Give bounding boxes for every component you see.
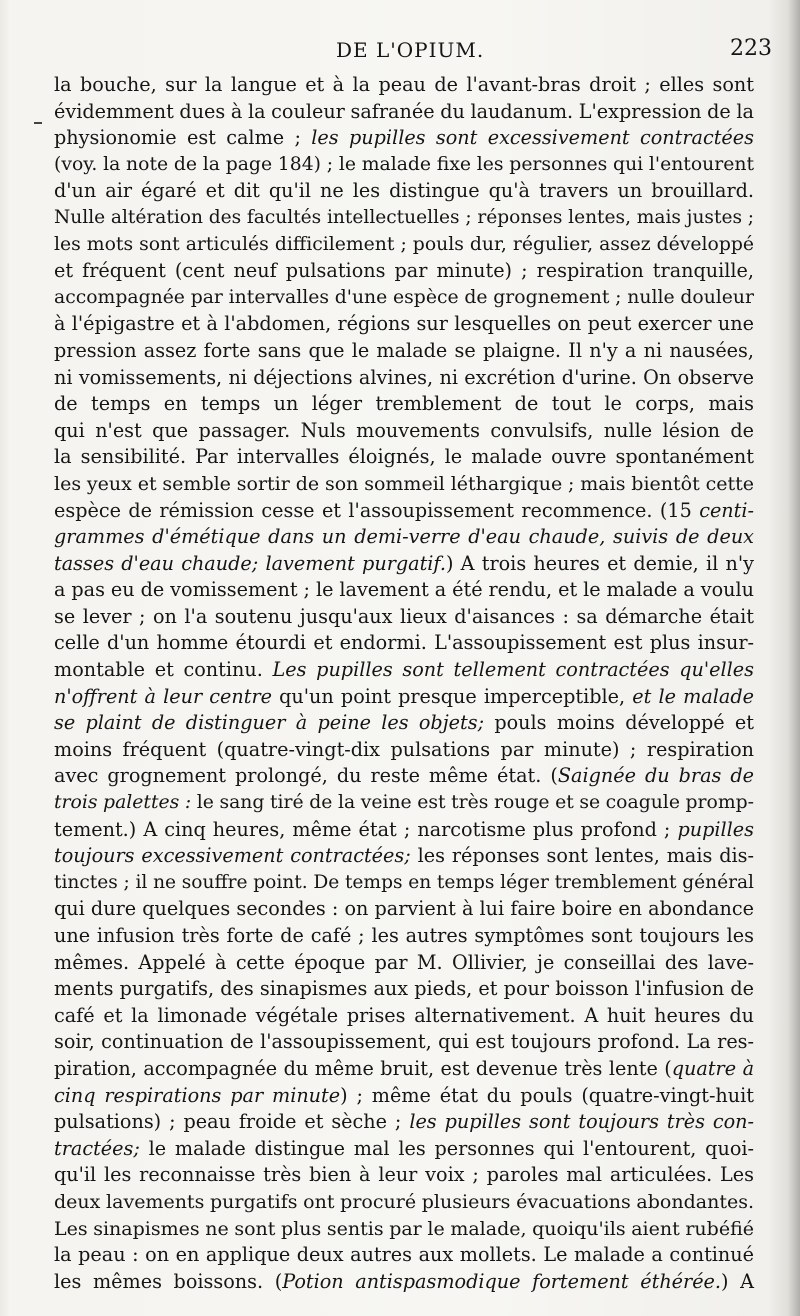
text-segment: celle d'un homme étourdi et endormi. L'assoupissement est plus insur-: [54, 631, 754, 655]
text-line: [54, 471, 754, 498]
italic-segment: centi-: [699, 498, 754, 522]
text-segment: ments purgatifs, des sinapismes aux pieds, et pour boisson l'infusion de: [54, 977, 754, 1001]
text-line: [54, 258, 754, 285]
text-segment: avec grognement prolongé, du reste même état. (: [54, 764, 558, 788]
text-line: [54, 178, 754, 205]
text-line: [54, 737, 754, 764]
text-line: [54, 763, 754, 790]
text-segment: pulsations) ; peau froide et sèche ;: [54, 1110, 410, 1134]
italic-segment: pupilles: [677, 817, 754, 841]
text-segment: qui n'est que passager. Nuls mouvements convulsifs, nulle lésion de: [54, 418, 754, 442]
italic-segment: Saignée du bras de: [557, 764, 755, 788]
text-segment: évidemment dues à la couleur safranée du laudanum. L'expression de la: [54, 99, 754, 123]
text-segment: ) A: [721, 1269, 754, 1293]
text-segment: tinctes ; il ne souffre point. De temps en temps léger tremblement général: [54, 871, 754, 893]
text-segment: qu'il les reconnaisse très bien à leur voix ; paroles mal articulées. Les: [54, 1163, 754, 1187]
text-line: [54, 1162, 754, 1189]
italic-segment: toujours excessivement contractées;: [54, 844, 411, 868]
page-number: 223: [730, 36, 772, 61]
text-line: [54, 551, 754, 578]
text-line: [54, 684, 754, 711]
margin-mark: [34, 122, 42, 124]
text-line: [54, 843, 754, 870]
text-line: [54, 710, 754, 737]
text-line: [54, 1056, 754, 1083]
text-segment: accompagnée par intervalles d'une espèce de grognement ; nulle douleur: [54, 286, 754, 308]
text-segment: la bouche, sur la langue et à la peau de l'avant-bras droit ; elles sont: [54, 73, 754, 96]
text-segment: à l'épigastre et à l'abdomen, régions sur lesquelles on peut exercer une: [54, 312, 754, 336]
text-line: [54, 338, 754, 365]
text-segment: se lever ; on l'a soutenu jusqu'aux lieux d'aisances : sa démarche était: [54, 604, 754, 628]
italic-segment: quatre à: [671, 1056, 755, 1080]
text-line: [54, 1189, 754, 1216]
text-segment: d'un air égaré et dit qu'il ne les distingue qu'à travers un brouillard.: [54, 179, 754, 203]
text-line: [54, 1029, 754, 1056]
text-line: [54, 657, 754, 684]
text-segment: et fréquent (cent neuf pulsations par minute) ; respiration tranquille,: [54, 259, 754, 283]
text-line: [54, 817, 754, 844]
text-segment: piration, accompagnée du même bruit, est devenue très lente (: [54, 1056, 672, 1080]
text-segment: qui dure quelques secondes : on parvient à lui faire boire en abondance: [54, 897, 754, 921]
text-line: [54, 418, 754, 445]
text-segment: une infusion très forte de café ; les autres symptômes sont toujours les: [54, 924, 754, 947]
text-line: [54, 870, 754, 897]
text-line: [54, 99, 754, 126]
text-segment: montable et continu.: [54, 658, 273, 682]
italic-segment: grammes d'émétique dans un demi-verre d'eau chaude, suivis de deux: [54, 525, 754, 549]
text-segment: ) A trois heures et demie, il n'y: [445, 551, 754, 575]
text-line: [54, 205, 754, 232]
italic-segment: les pupilles sont toujours très con-: [409, 1110, 754, 1134]
text-segment: pouls moins développé et: [484, 711, 754, 735]
text-line: [54, 604, 754, 631]
italic-segment: se plaint de distinguer à peine les objets;: [54, 711, 485, 735]
text-segment: physionomie est calme ;: [54, 126, 312, 150]
text-line: [54, 365, 754, 392]
text-segment: les yeux et semble sortir de son sommeil léthargique ; mais bientôt cette: [54, 472, 754, 495]
text-segment: ) ; même état du pouls (quatre-vingt-huit: [340, 1083, 754, 1107]
text-line: [54, 790, 754, 817]
italic-segment: les pupilles sont excessivement contractées: [311, 126, 754, 150]
text-segment: les réponses sont lentes, mais dis-: [410, 844, 754, 868]
page-header: [54, 38, 772, 68]
text-line: [54, 896, 754, 923]
running-title: DE L'OPIUM.: [336, 38, 485, 62]
text-segment: le malade distingue mal les personnes qui l'entourent, quoi-: [139, 1136, 754, 1160]
text-line: [54, 1083, 754, 1110]
italic-segment: tractées;: [54, 1136, 140, 1160]
text-segment: le sang tiré de la veine est très rouge et se coagule promp-: [191, 792, 754, 814]
text-segment: a pas eu de vomissement ; le lavement a été rendu, et le malade a voulu: [54, 578, 754, 602]
text-segment: Les sinapismes ne sont plus sentis par le malade, quoiqu'ils aient rubéfié: [54, 1217, 754, 1240]
text-line: [54, 923, 754, 950]
italic-segment: trois palettes :: [54, 792, 192, 814]
text-segment: de temps en temps un léger tremblement de tout le corps, mais: [54, 392, 754, 416]
text-line: [54, 125, 754, 152]
text-segment: tement.) A cinq heures, même état ; narcotisme plus profond ;: [54, 817, 678, 841]
text-segment: (voy. la note de la page 184) ; le malade fixe les personnes qui l'entourent: [54, 153, 754, 175]
text-line: [54, 232, 754, 259]
text-line: [54, 72, 754, 99]
text-line: [54, 1242, 754, 1269]
text-segment: moins fréquent (quatre-vingt-dix pulsations par minute) ; respiration: [54, 737, 754, 761]
italic-segment: Potion antispasmodique fortement éthérée.: [282, 1269, 722, 1293]
text-segment: espèce de rémission cesse et l'assoupissement recommence. (15: [54, 498, 700, 522]
body-text: [54, 72, 754, 1295]
italic-segment: tasses d'eau chaude; lavement purgatif.: [54, 551, 446, 575]
page-edge-shadow: [788, 0, 800, 1316]
text-line: [54, 577, 754, 604]
text-line: [54, 391, 754, 418]
text-line: [54, 1269, 754, 1296]
text-line: [54, 976, 754, 1003]
text-line: [54, 524, 754, 551]
text-line: [54, 1003, 754, 1030]
text-line: [54, 1136, 754, 1163]
text-segment: pression assez forte sans que le malade se plaigne. Il n'y a ni nausées,: [54, 338, 754, 362]
text-segment: deux lavements purgatifs ont procuré plusieurs évacuations abondantes.: [54, 1190, 754, 1213]
text-segment: Nulle altération des facultés intellectuelles ; réponses lentes, mais justes ;: [54, 206, 754, 228]
text-segment: qu'un point presque imperceptible,: [271, 684, 633, 708]
text-segment: la peau : on en applique deux autres aux mollets. Le malade a continué: [54, 1243, 754, 1267]
text-line: [54, 950, 754, 977]
italic-segment: n'offrent à leur centre: [54, 684, 272, 708]
text-segment: les mots sont articulés difficilement ; pouls dur, régulier, assez développé: [54, 233, 754, 255]
text-segment: café et la limonade végétale prises alternativement. A huit heures du: [54, 1003, 754, 1027]
text-line: [54, 1109, 754, 1136]
text-line: [54, 444, 754, 471]
italic-segment: cinq respirations par minute: [54, 1083, 341, 1107]
text-line: [54, 311, 754, 338]
text-line: [54, 498, 754, 525]
text-line: [54, 152, 754, 179]
text-line: [54, 285, 754, 312]
text-segment: mêmes. Appelé à cette époque par M. Ollivier, je conseillai des lave-: [54, 950, 754, 974]
italic-segment: et le malade: [632, 684, 754, 708]
text-segment: soir, continuation de l'assoupissement, qui est toujours profond. La res-: [54, 1030, 754, 1054]
text-segment: ni vomissements, ni déjections alvines, ni excrétion d'urine. On observe: [54, 365, 754, 389]
text-segment: les mêmes boissons. (: [54, 1269, 283, 1293]
italic-segment: Les pupilles sont tellement contractées qu'elles: [272, 658, 754, 682]
text-segment: la sensibilité. Par intervalles éloignés, le malade ouvre spontanément: [54, 445, 754, 469]
text-line: [54, 1216, 754, 1243]
text-line: [54, 630, 754, 657]
